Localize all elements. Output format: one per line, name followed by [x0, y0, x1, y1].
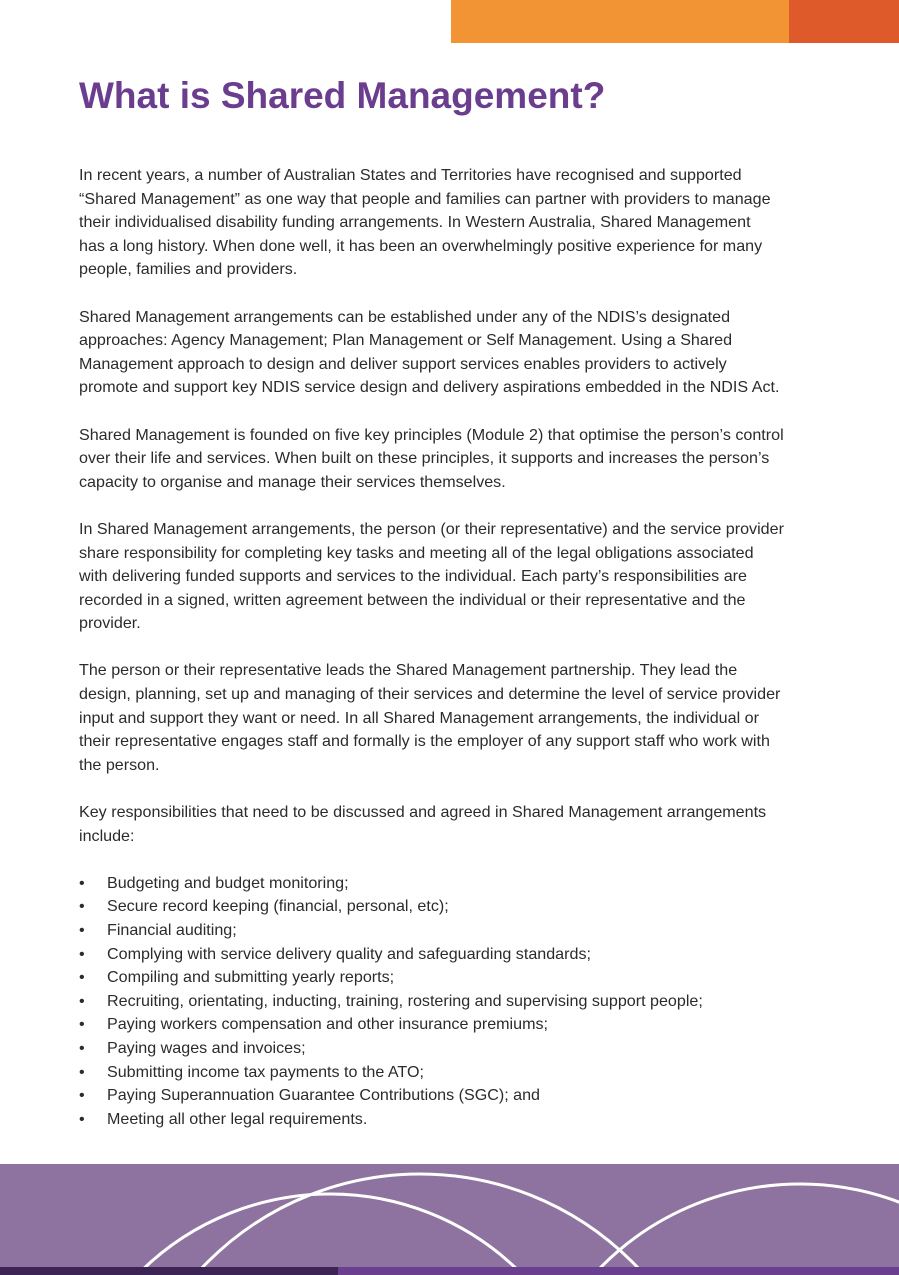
paragraph-line: In recent years, a number of Australian States and Territories have recognised and supported [79, 166, 742, 184]
paragraph-line: provider. [79, 614, 141, 633]
main-content [79, 164, 839, 1131]
decorative-arc [60, 1194, 600, 1275]
paragraph-principles [79, 424, 839, 495]
paragraph-line: with delivering funded supports and services to the individual. Each party’s responsibilities are [79, 567, 747, 586]
list-item: • Meeting all other legal requirements. [79, 1108, 839, 1132]
paragraph-line: capacity to organise and manage their services themselves. [79, 472, 506, 491]
footer-strip-purple [338, 1267, 899, 1275]
paragraph-line: include: [79, 826, 135, 845]
decorative-arc [520, 1184, 899, 1275]
paragraph-key-responsibilities-intro [79, 801, 839, 848]
list-item: • Paying workers compensation and other insurance premiums; [79, 1013, 839, 1037]
list-item: • Secure record keeping (financial, personal, etc); [79, 895, 839, 919]
paragraph-ndis-approaches [79, 306, 839, 400]
paragraph-line: has a long history. When done well, it has been an overwhelmingly positive experience for many [79, 236, 763, 255]
list-item: • Complying with service delivery quality and safeguarding standards; [79, 943, 839, 967]
circle-pattern-graphic [0, 1164, 899, 1275]
paragraph-line: their individualised disability funding arrangements. In Western Australia, Shared Management [79, 213, 751, 232]
paragraph-line: Management approach to design and deliver support services enables providers to actively [79, 354, 727, 373]
paragraph-shared-responsibility [79, 518, 839, 636]
paragraph-line: In Shared Management arrangements, the person (or their representative) and the service provider [79, 519, 784, 538]
paragraph-line: Shared Management arrangements can be established under any of the NDIS’s designated [79, 307, 731, 326]
paragraph-line: input and support they want or need. In all Shared Management arrangements, the individual or [79, 708, 759, 727]
paragraph-line: share responsibility for completing key tasks and meeting all of the legal obligations associated [79, 543, 754, 562]
list-item: • Recruiting, orientating, inducting, training, rostering and supervising support people; [79, 990, 839, 1014]
paragraph-line: Key responsibilities that need to be discussed and agreed in Shared Management arrangements [79, 803, 767, 822]
paragraph-line: recorded in a signed, written agreement between the individual or their representative and the [79, 590, 746, 609]
list-item: • Budgeting and budget monitoring; [79, 872, 839, 896]
list-item: • Financial auditing; [79, 919, 839, 943]
paragraph-line: promote and support key NDIS service design and delivery aspirations embedded in the NDIS Act. [79, 378, 780, 397]
paragraph-line: over their life and services. When built on these principles, it supports and increases the person’s [79, 449, 770, 468]
page-title: What is Shared Management? [79, 75, 606, 116]
footer-strip-dark [0, 1267, 338, 1275]
paragraph-line: their representative engages staff and formally is the employer of any support staff who work with [79, 732, 770, 751]
header-accent-bar-orange [451, 0, 789, 43]
paragraph-line: design, planning, set up and managing of their services and determine the level of service provider [79, 685, 781, 704]
paragraph-line: The person or their representative leads the Shared Management partnership. They lead the [79, 661, 738, 680]
paragraph-intro [79, 164, 839, 282]
paragraph-line: Shared Management is founded on five key principles (Module 2) that optimise the person’s control [79, 425, 784, 444]
header-accent-bar-red [789, 0, 899, 43]
list-item: • Paying wages and invoices; [79, 1037, 839, 1061]
decorative-arc [120, 1174, 720, 1275]
footer-decorative-band [0, 1164, 899, 1275]
paragraph-line: people, families and providers. [79, 260, 298, 279]
paragraph-line: the person. [79, 755, 160, 774]
paragraph-person-leads [79, 659, 839, 777]
list-item: • Submitting income tax payments to the ATO; [79, 1061, 839, 1085]
paragraph-line: “Shared Management” as one way that people and families can partner with providers to manage [79, 189, 771, 208]
list-item: • Paying Superannuation Guarantee Contributions (SGC); and [79, 1084, 839, 1108]
responsibilities-list [79, 872, 839, 1132]
paragraph-line: approaches: Agency Management; Plan Management or Self Management. Using a Shared [79, 331, 733, 350]
list-item: • Compiling and submitting yearly reports; [79, 966, 839, 990]
